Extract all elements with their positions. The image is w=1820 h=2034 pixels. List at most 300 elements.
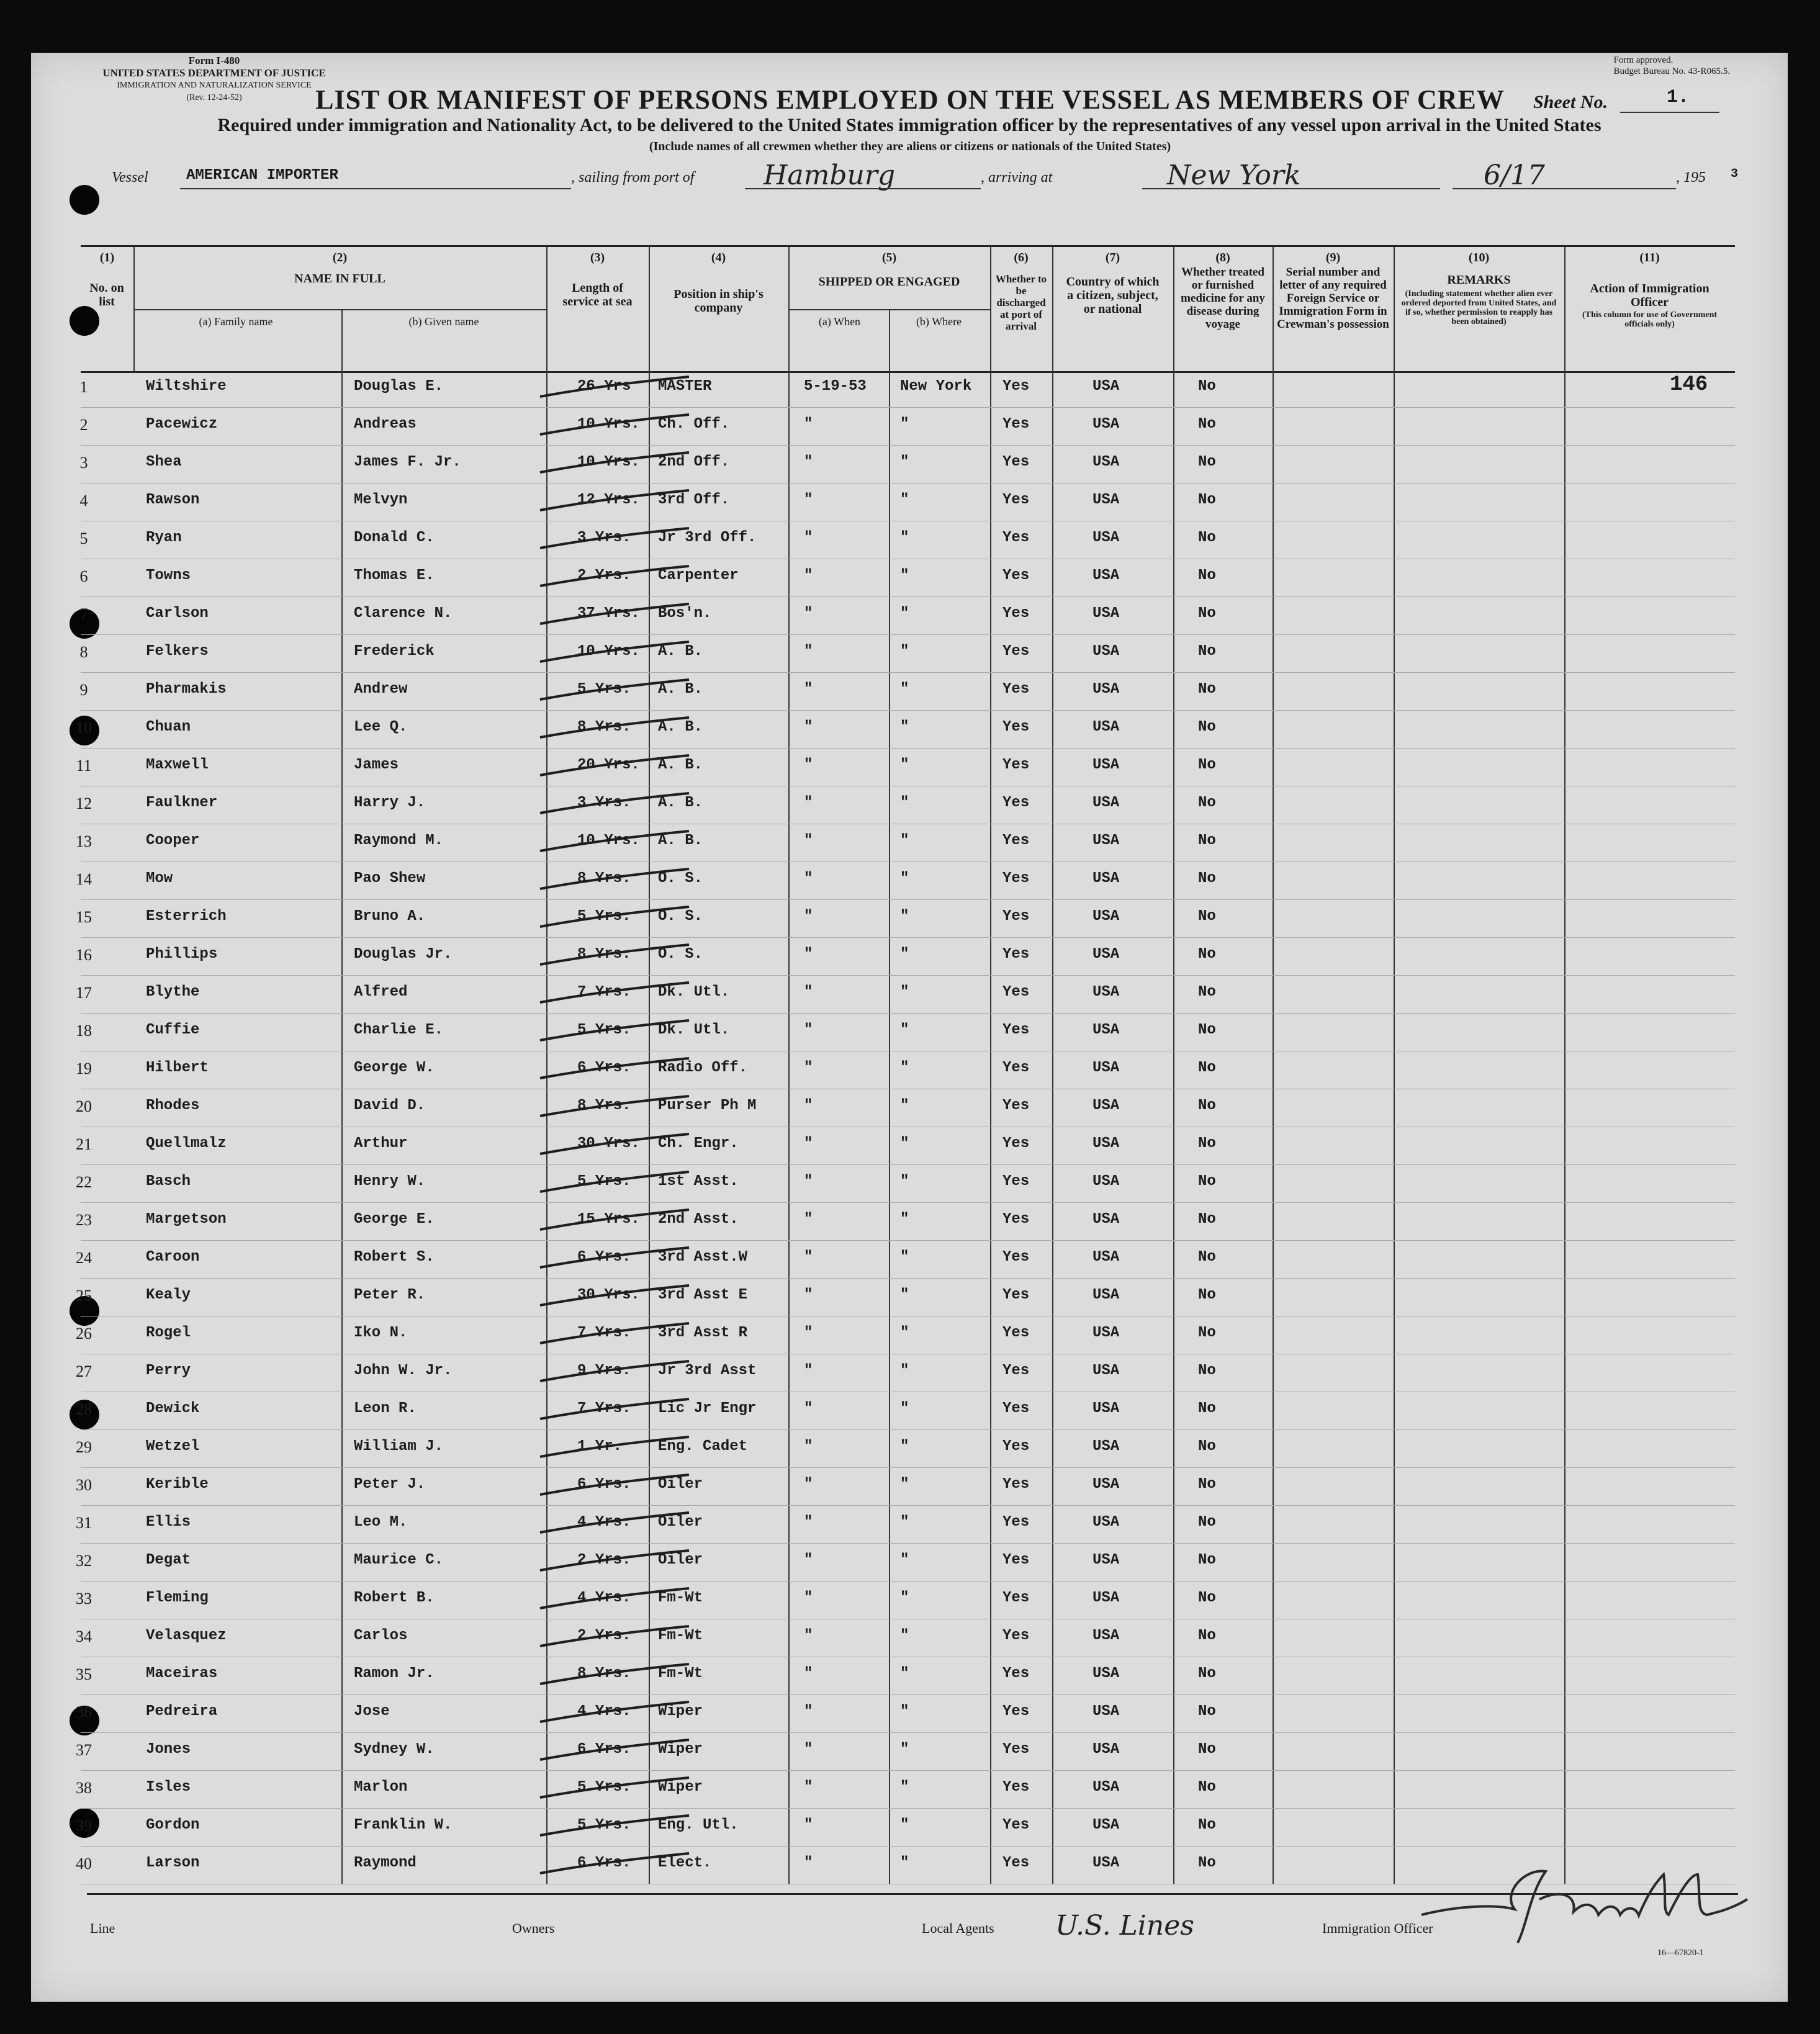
discharged: Yes — [1002, 1097, 1030, 1114]
row-number: 40 — [76, 1855, 92, 1873]
treated: No — [1198, 1097, 1216, 1114]
row-number: 33 — [76, 1590, 92, 1608]
service-strike-mark — [537, 1848, 698, 1879]
length-of-service: 9 Yrs. — [577, 1362, 631, 1379]
given-name: Robert B. — [354, 1590, 435, 1606]
treated: No — [1198, 1665, 1216, 1682]
given-name: George E. — [354, 1211, 435, 1228]
treated: No — [1198, 1173, 1216, 1190]
service-strike-mark — [537, 864, 698, 895]
table-row — [81, 445, 1735, 484]
service-strike-mark — [537, 788, 698, 819]
service-strike-mark — [537, 1356, 698, 1387]
country: USA — [1092, 719, 1120, 736]
table-row — [76, 1164, 1735, 1203]
country: USA — [1092, 1779, 1120, 1796]
country: USA — [1092, 1325, 1120, 1341]
treated: No — [1198, 605, 1216, 622]
family-name: Jones — [146, 1741, 191, 1758]
row-number: 24 — [76, 1249, 92, 1267]
position: Oiler — [658, 1514, 703, 1531]
position: 3rd Asst R — [658, 1325, 748, 1341]
given-name: Raymond M. — [354, 832, 444, 849]
col8-number: (8) — [1215, 251, 1230, 264]
row-number: 35 — [76, 1665, 92, 1683]
table-row — [76, 1392, 1735, 1430]
shipped-when: " — [804, 643, 813, 660]
row-number: 3 — [79, 454, 88, 472]
length-of-service: 7 Yrs. — [577, 1400, 631, 1417]
discharged: Yes — [1002, 1590, 1030, 1606]
length-of-service: 7 Yrs. — [577, 1325, 631, 1341]
table-row — [76, 1543, 1735, 1582]
given-name: Peter R. — [354, 1287, 426, 1303]
service-strike-mark — [537, 1773, 698, 1804]
include-note: (Include names of all crewmen whether they are aliens or citizens or nationals of the United States) — [649, 140, 1171, 153]
position: Fm-Wt — [658, 1627, 703, 1644]
table-row — [76, 975, 1735, 1014]
header-divider — [1273, 247, 1274, 371]
family-name: Wiltshire — [146, 378, 227, 395]
given-name: Henry W. — [354, 1173, 426, 1190]
treated: No — [1198, 1817, 1216, 1834]
discharged: Yes — [1002, 1855, 1030, 1871]
footer-line-label: Line — [90, 1920, 115, 1936]
shipped-when: " — [804, 1249, 813, 1266]
row-number: 14 — [76, 870, 92, 888]
row-number: 17 — [76, 984, 92, 1002]
family-name: Dewick — [146, 1400, 200, 1417]
shipped-where: " — [900, 605, 909, 622]
family-name: Chuan — [146, 719, 191, 736]
shipped-where: " — [900, 681, 909, 698]
shipped-when: " — [804, 1627, 813, 1644]
vessel-info-row — [99, 160, 1744, 191]
position: MASTER — [658, 378, 712, 395]
position: 2nd Off. — [658, 454, 730, 470]
country: USA — [1092, 1741, 1120, 1758]
discharged: Yes — [1002, 492, 1030, 508]
table-row — [76, 1505, 1735, 1544]
treated: No — [1198, 984, 1216, 1001]
col11-number: (11) — [1639, 251, 1660, 264]
shipped-when: " — [804, 529, 813, 546]
family-name: Shea — [146, 454, 182, 470]
shipped-when: " — [804, 1060, 813, 1076]
length-of-service: 4 Yrs. — [577, 1590, 631, 1606]
given-name: Donald C. — [354, 529, 435, 546]
shipped-where: " — [900, 1514, 909, 1531]
service-strike-mark — [537, 523, 698, 554]
family-name: Margetson — [146, 1211, 227, 1228]
discharged: Yes — [1002, 1779, 1030, 1796]
row-number: 11 — [76, 757, 92, 775]
treated: No — [1198, 1855, 1216, 1871]
table-row — [76, 1278, 1735, 1316]
country: USA — [1092, 567, 1120, 584]
arriving-port: New York — [1167, 160, 1301, 191]
given-name: Clarence N. — [354, 605, 453, 622]
shipped-where: " — [900, 1438, 909, 1455]
treated: No — [1198, 529, 1216, 546]
country: USA — [1092, 1703, 1120, 1720]
country: USA — [1092, 454, 1120, 470]
length-of-service: 15 Yrs. — [577, 1211, 640, 1228]
discharged: Yes — [1002, 908, 1030, 925]
service-name: IMMIGRATION AND NATURALIZATION SERVICE — [117, 81, 312, 90]
service-strike-mark — [537, 978, 698, 1009]
shipped-where: " — [900, 757, 909, 773]
shipped-when: 5-19-53 — [804, 378, 867, 395]
given-name: Raymond — [354, 1855, 417, 1871]
service-strike-mark — [537, 750, 698, 781]
service-strike-mark — [537, 1735, 698, 1766]
shipped-when: " — [804, 946, 813, 963]
col4-number: (4) — [711, 251, 726, 264]
col11-header: Action of Immigration Officer — [1590, 282, 1710, 309]
given-name: Andrew — [354, 681, 408, 698]
country: USA — [1092, 1817, 1120, 1834]
col5-number: (5) — [881, 251, 897, 264]
discharged: Yes — [1002, 1211, 1030, 1228]
form-revision: (Rev. 12-24-52) — [186, 93, 242, 102]
shipped-where: " — [900, 1552, 909, 1568]
row-number: 12 — [76, 794, 92, 812]
shipped-when: " — [804, 1135, 813, 1152]
print-code: 16—67820-1 — [1657, 1948, 1704, 1958]
position: Dk. Utl. — [658, 984, 730, 1001]
position: O. S. — [658, 946, 703, 963]
table-row — [76, 1581, 1735, 1619]
given-name: Franklin W. — [354, 1817, 453, 1834]
row-number: 28 — [76, 1400, 92, 1418]
col1-number: (1) — [99, 251, 115, 264]
shipped-when: " — [804, 1779, 813, 1796]
table-row — [81, 559, 1735, 597]
position: Lic Jr Engr — [658, 1400, 757, 1417]
length-of-service: 6 Yrs. — [577, 1476, 631, 1493]
family-name: Felkers — [146, 643, 209, 660]
country: USA — [1092, 1097, 1120, 1114]
discharged: Yes — [1002, 1817, 1030, 1834]
shipped-when: " — [804, 1476, 813, 1493]
shipped-where: " — [900, 1211, 909, 1228]
given-name: George W. — [354, 1060, 435, 1076]
shipped-where: " — [900, 1476, 909, 1493]
form-title: LIST OR MANIFEST OF PERSONS EMPLOYED ON THE VESSEL AS MEMBERS OF CREW — [315, 84, 1505, 115]
service-strike-mark — [537, 1470, 698, 1501]
position: Eng. Utl. — [658, 1817, 739, 1834]
position: A. B. — [658, 643, 703, 660]
shipped-when: " — [804, 1022, 813, 1038]
table-row — [76, 1619, 1735, 1657]
col11-note: (This column for use of Government officials only) — [1582, 310, 1718, 329]
treated: No — [1198, 946, 1216, 963]
col5b-header: (b) Where — [916, 315, 962, 328]
row-number: 27 — [76, 1362, 92, 1380]
discharged: Yes — [1002, 454, 1030, 470]
length-of-service: 1 Yr. — [577, 1438, 623, 1455]
service-strike-mark — [537, 372, 698, 403]
shipped-when: " — [804, 416, 813, 433]
family-name: Blythe — [146, 984, 200, 1001]
col6-header: Whether to be discharged at port of arrival — [995, 273, 1047, 332]
given-name: Robert S. — [354, 1249, 435, 1266]
table-row — [81, 596, 1735, 635]
position: Ch. Off. — [658, 416, 730, 433]
shipped-where: " — [900, 794, 909, 811]
service-strike-mark — [537, 1546, 698, 1577]
shipped-where: " — [900, 946, 909, 963]
service-strike-mark — [537, 448, 698, 479]
position: Jr 3rd Asst — [658, 1362, 757, 1379]
given-name: Bruno A. — [354, 908, 426, 925]
shipped-when: " — [804, 1211, 813, 1228]
position: O. S. — [658, 870, 703, 887]
position: Wiper — [658, 1779, 703, 1796]
country: USA — [1092, 757, 1120, 773]
country: USA — [1092, 1211, 1120, 1228]
position: 1st Asst. — [658, 1173, 739, 1190]
requirement-statement: Required under immigration and Nationality Act, to be delivered to the United States immigration officer by the representatives of any vessel upon arrival in the United States — [217, 115, 1602, 135]
year-prefix: , 195 — [1676, 169, 1706, 186]
treated: No — [1198, 1135, 1216, 1152]
shipped-when: " — [804, 1590, 813, 1606]
country: USA — [1092, 984, 1120, 1001]
treated: No — [1198, 832, 1216, 849]
table-row — [76, 1089, 1735, 1127]
family-name: Wetzel — [146, 1438, 200, 1455]
family-name: Larson — [146, 1855, 200, 1871]
discharged: Yes — [1002, 1627, 1030, 1644]
country: USA — [1092, 870, 1120, 887]
discharged: Yes — [1002, 719, 1030, 736]
shipped-where: " — [900, 1097, 909, 1114]
given-name: Marlon — [354, 1779, 408, 1796]
position: O. S. — [658, 908, 703, 925]
service-strike-mark — [537, 1697, 698, 1728]
shipped-where: " — [900, 1287, 909, 1303]
shipped-when: " — [804, 1362, 813, 1379]
treated: No — [1198, 416, 1216, 433]
discharged: Yes — [1002, 1287, 1030, 1303]
discharged: Yes — [1002, 378, 1030, 395]
length-of-service: 30 Yrs. — [577, 1287, 640, 1303]
given-name: David D. — [354, 1097, 426, 1114]
given-name: Leon R. — [354, 1400, 417, 1417]
service-strike-mark — [537, 1318, 698, 1349]
col2a-header: (a) Family name — [199, 315, 273, 328]
country: USA — [1092, 529, 1120, 546]
treated: No — [1198, 1249, 1216, 1266]
treated: No — [1198, 1287, 1216, 1303]
given-name: Douglas Jr. — [354, 946, 453, 963]
service-strike-mark — [537, 1205, 698, 1236]
header-divider — [546, 247, 547, 371]
treated: No — [1198, 1552, 1216, 1568]
service-strike-mark — [537, 940, 698, 971]
family-name: Kealy — [146, 1287, 191, 1303]
treated: No — [1198, 1703, 1216, 1720]
discharged: Yes — [1002, 1476, 1030, 1493]
shipped-when: " — [804, 492, 813, 508]
header-divider — [1564, 247, 1565, 371]
discharged: Yes — [1002, 1665, 1030, 1682]
shipped-when: " — [804, 1173, 813, 1190]
position: Bos'n. — [658, 605, 712, 622]
service-strike-mark — [537, 1280, 698, 1312]
length-of-service: 7 Yrs. — [577, 984, 631, 1001]
row-number: 22 — [76, 1173, 92, 1191]
treated: No — [1198, 454, 1216, 470]
given-name: Charlie E. — [354, 1022, 444, 1038]
shipped-when: " — [804, 1552, 813, 1568]
shipped-when: " — [804, 870, 813, 887]
family-name: Carlson — [146, 605, 209, 622]
family-name: Rogel — [146, 1325, 191, 1341]
treated: No — [1198, 1514, 1216, 1531]
table-row — [81, 407, 1735, 446]
discharged: Yes — [1002, 1135, 1030, 1152]
treated: No — [1198, 378, 1216, 395]
col4-header: Position in ship's company — [673, 287, 764, 315]
discharged: Yes — [1002, 794, 1030, 811]
country: USA — [1092, 1287, 1120, 1303]
position: Eng. Cadet — [658, 1438, 748, 1455]
shipped-where: " — [900, 416, 909, 433]
row-number: 29 — [76, 1438, 92, 1456]
shipped-where: " — [900, 832, 909, 849]
length-of-service: 5 Yrs. — [577, 1173, 631, 1190]
discharged: Yes — [1002, 1249, 1030, 1266]
given-name: Melvyn — [354, 492, 408, 508]
family-name: Perry — [146, 1362, 191, 1379]
table-row — [76, 748, 1735, 786]
country: USA — [1092, 1060, 1120, 1076]
position: Elect. — [658, 1855, 712, 1871]
shipped-where: New York — [900, 378, 972, 395]
col3-number: (3) — [590, 251, 605, 264]
discharged: Yes — [1002, 757, 1030, 773]
table-row — [76, 1240, 1735, 1279]
service-strike-mark — [537, 713, 698, 744]
table-row — [76, 1657, 1735, 1695]
position: Fm-Wt — [658, 1590, 703, 1606]
given-name: Sydney W. — [354, 1741, 435, 1758]
row-number: 8 — [79, 643, 88, 661]
treated: No — [1198, 643, 1216, 660]
header-divider — [1173, 247, 1174, 371]
length-of-service: 4 Yrs. — [577, 1514, 631, 1531]
given-name: Jose — [354, 1703, 390, 1720]
service-strike-mark — [537, 1811, 698, 1842]
discharged: Yes — [1002, 946, 1030, 963]
col7-number: (7) — [1105, 251, 1120, 264]
position: 3rd Asst.W — [658, 1249, 748, 1266]
country: USA — [1092, 416, 1120, 433]
family-name: Ellis — [146, 1514, 191, 1531]
given-name: Harry J. — [354, 794, 426, 811]
treated: No — [1198, 719, 1216, 736]
country: USA — [1092, 1855, 1120, 1871]
discharged: Yes — [1002, 1703, 1030, 1720]
treated: No — [1198, 1779, 1216, 1796]
col2-number: (2) — [332, 251, 348, 264]
shipped-where: " — [900, 1817, 909, 1834]
table-row — [81, 369, 1735, 408]
discharged: Yes — [1002, 1325, 1030, 1341]
row-number: 5 — [79, 529, 88, 547]
shipped-where: " — [900, 1060, 909, 1076]
position: 3rd Asst E — [658, 1287, 748, 1303]
position: Oiler — [658, 1552, 703, 1568]
col9-header: Serial number and letter of any required Foreign Service or Immigration Form in Crewman's possession — [1277, 266, 1389, 331]
shipped-where: " — [900, 870, 909, 887]
approval-text: Form approved. — [1613, 55, 1674, 65]
given-name: Frederick — [354, 643, 435, 660]
shipped-where: " — [900, 1855, 909, 1871]
length-of-service: 30 Yrs. — [577, 1135, 640, 1152]
treated: No — [1198, 1438, 1216, 1455]
shipped-when: " — [804, 1703, 813, 1720]
discharged: Yes — [1002, 1438, 1030, 1455]
service-strike-mark — [537, 902, 698, 933]
country: USA — [1092, 1514, 1120, 1531]
country: USA — [1092, 946, 1120, 963]
table-row — [81, 634, 1735, 673]
shipped-where: " — [900, 1741, 909, 1758]
treated: No — [1198, 1362, 1216, 1379]
discharged: Yes — [1002, 1741, 1030, 1758]
row-number: 2 — [79, 416, 88, 434]
col10-note: (Including statement whether alien ever ordered deported from United States, and if so, whether permission to reapply has been obtained) — [1401, 289, 1557, 326]
service-strike-mark — [537, 1621, 698, 1652]
service-strike-mark — [537, 675, 698, 706]
col9-number: (9) — [1325, 251, 1341, 264]
length-of-service: 10 Yrs. — [577, 416, 640, 433]
shipped-when: " — [804, 832, 813, 849]
row-number: 36 — [76, 1703, 92, 1721]
position: Wiper — [658, 1741, 703, 1758]
country: USA — [1092, 1438, 1120, 1455]
shipped-when: " — [804, 757, 813, 773]
family-name: Cooper — [146, 832, 200, 849]
length-of-service: 6 Yrs. — [577, 1060, 631, 1076]
shipped-when: " — [804, 1855, 813, 1871]
row-number: 6 — [79, 567, 88, 585]
footer-agents-label: Local Agents — [922, 1920, 994, 1936]
family-name: Gordon — [146, 1817, 200, 1834]
position: A. B. — [658, 757, 703, 773]
position: Oiler — [658, 1476, 703, 1493]
shipped-when: " — [804, 1817, 813, 1834]
shipped-when: " — [804, 1400, 813, 1417]
discharged: Yes — [1002, 1552, 1030, 1568]
shipped-where: " — [900, 529, 909, 546]
position: A. B. — [658, 794, 703, 811]
service-strike-mark — [537, 1432, 698, 1463]
shipped-where: " — [900, 1022, 909, 1038]
discharged: Yes — [1002, 643, 1030, 660]
treated: No — [1198, 908, 1216, 925]
treated: No — [1198, 757, 1216, 773]
table-row — [76, 1808, 1735, 1847]
col5a-header: (a) When — [818, 315, 861, 328]
shipped-when: " — [804, 605, 813, 622]
shipped-when: " — [804, 1287, 813, 1303]
header-divider — [1052, 247, 1053, 371]
family-name: Hilbert — [146, 1060, 209, 1076]
